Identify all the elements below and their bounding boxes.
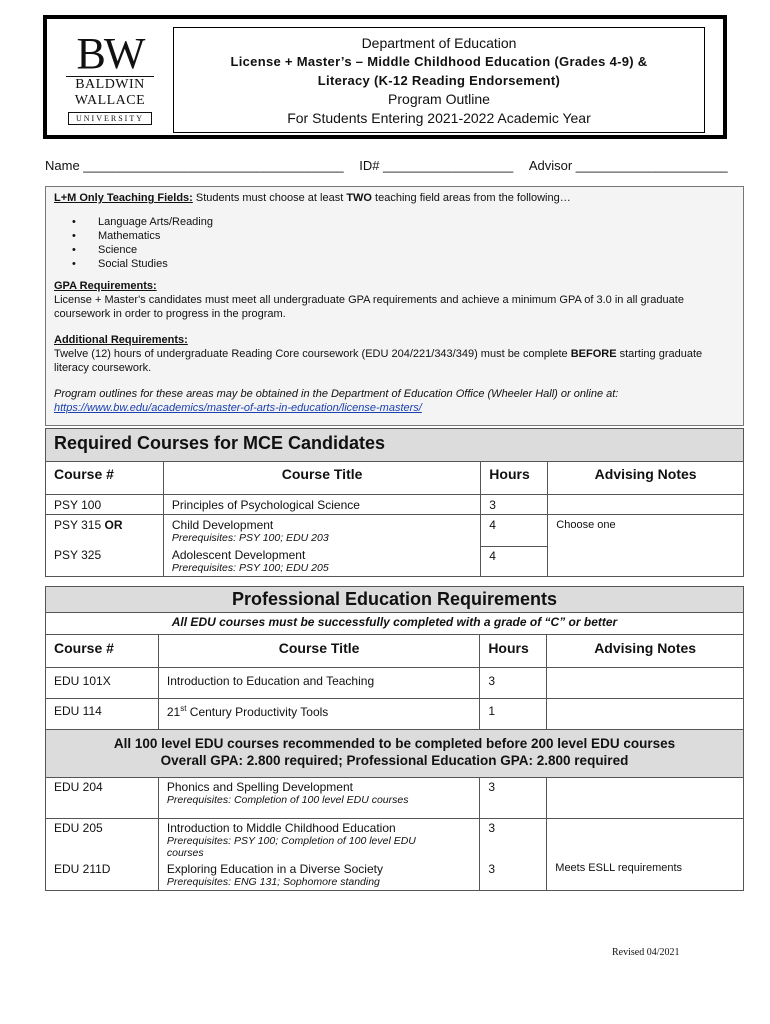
course-title [158,778,479,819]
col-hours: Hours [480,635,547,668]
additional-requirements-text [54,347,735,375]
program-title-line2: Literacy (K-12 Reading Endorsement) [317,73,561,88]
course-number: EDU 114 [46,699,159,730]
advising-note [548,495,744,515]
course-title: Introduction to Education and Teaching [158,668,479,699]
field-science: Science [98,244,138,256]
table-row [46,495,744,515]
bw-logo [60,29,160,126]
advising-note [547,778,744,819]
banner-line2: Overall GPA: 2.800 required; Professional Education GPA: 2.800 required [160,753,629,768]
list-item [72,215,735,229]
field-social-studies: Social Studies [98,258,168,270]
department-title: Department of Education [361,35,517,51]
id-field[interactable]: ID# __________________ [359,158,514,173]
bullet-icon: • [72,244,76,256]
course-title [163,546,480,577]
course-hours: 3 [480,778,547,819]
additional-requirements-label: Additional Requirements: [54,334,188,346]
col-hours: Hours [481,462,548,495]
course-number: PSY 325 [46,546,164,577]
teaching-fields-two: TWO [346,192,372,204]
course-title-text: Introduction to Middle Childhood Education [166,821,396,835]
course-number: EDU 204 [46,778,159,819]
professional-education-table [45,586,744,891]
advising-note [547,819,744,862]
student-info-line [45,158,728,173]
course-title-text: Phonics and Spelling Development [166,780,353,794]
table-row [46,778,744,819]
course-hours: 1 [480,699,547,730]
advising-note [547,699,744,730]
course-title-text: Exploring Education in a Diverse Society [166,862,383,876]
course-hours: 3 [480,668,547,699]
students-entering-label: For Students Entering 2021-2022 Academic Year [287,110,591,126]
title-sup: st [180,704,187,713]
teaching-fields-label: L+M Only Teaching Fields: [54,192,193,204]
course-hours: 3 [480,819,547,862]
table-row [46,515,744,547]
revised-date: Revised 04/2021 [612,947,680,958]
field-language-arts: Language Arts/Reading [98,216,213,228]
advisor-field[interactable]: Advisor _____________________ [528,158,728,173]
name-field[interactable]: Name ____________________________________ [45,158,344,173]
list-item [72,243,735,257]
col-course-title: Course Title [158,635,479,668]
logo-line-wallace: WALLACE [74,93,146,108]
field-mathematics: Mathematics [98,230,161,242]
course-hours: 4 [481,546,548,577]
course-title [163,515,480,547]
course-title-text: Child Development [171,518,274,532]
required-courses-title: Required Courses for MCE Candidates [46,429,744,462]
teaching-fields-paragraph [54,191,735,205]
course-hours: 3 [480,861,547,891]
table-row [46,861,744,891]
list-item [72,229,735,243]
advising-note [547,668,744,699]
col-course-number: Course # [46,462,164,495]
course-number: EDU 205 [46,819,159,862]
course-number: EDU 211D [46,861,159,891]
course-hours: 4 [481,515,548,547]
course-prereq: Prerequisites: PSY 100; EDU 203 [171,532,329,544]
course-title [158,819,479,862]
professional-education-title: Professional Education Requirements [46,587,744,613]
program-outlines-link[interactable]: https://www.bw.edu/academics/master-of-arts-in-education/license-masters/ [54,402,422,414]
teaching-fields-list [72,215,735,271]
requirements-info-box [45,186,744,426]
course-title: Principles of Psychological Science [163,495,480,515]
teaching-fields-text-a: Students must choose at least [192,192,347,204]
course-number [46,515,164,547]
course-title [158,861,479,891]
title-rest: Century Productivity Tools [186,705,329,719]
course-hours: 3 [481,495,548,515]
list-item [72,257,735,271]
additional-before: BEFORE [570,348,617,360]
course-prereq: Prerequisites: Completion of 100 level EDU courses [166,794,409,806]
gpa-requirements-text: License + Master's candidates must meet all undergraduate GPA requirements and achieve a minimum GPA of 3.0 in all graduate coursework in order to progress in the program. [54,294,684,320]
choose-one-note: Choose one [548,515,744,577]
bullet-icon: • [72,230,76,242]
gpa-banner [46,730,744,778]
course-title-text: Adolescent Development [171,548,306,562]
gpa-requirements-label: GPA Requirements: [54,280,157,292]
required-courses-table [45,428,744,577]
col-advising-notes: Advising Notes [547,635,744,668]
title-box [173,27,705,133]
table-row [46,819,744,862]
program-title-line1: License + Master’s – Middle Childhood Education (Grades 4-9) & [230,54,648,69]
course-prereq: Prerequisites: ENG 131; Sophomore standing [166,876,380,888]
logo-line-baldwin: BALDWIN [66,76,154,93]
col-advising-notes: Advising Notes [548,462,744,495]
logo-monogram: BW [76,29,144,78]
teaching-fields-text-b: teaching field areas from the following… [372,192,571,204]
col-course-title: Course Title [163,462,480,495]
additional-text-a: Twelve (12) hours of undergraduate Reading Core coursework (EDU 204/221/343/349) must be complete [54,348,571,360]
course-number-text: PSY 315 [54,518,102,532]
program-outlines-text: Program outlines for these areas may be obtained in the Department of Education Office (Wheeler Hall) or online at: [54,388,619,400]
title-num: 21 [166,705,181,719]
course-number: EDU 101X [46,668,159,699]
or-label: OR [104,518,123,532]
course-number: PSY 100 [46,495,164,515]
course-prereq: Prerequisites: PSY 100; EDU 205 [171,562,329,574]
program-outline-label: Program Outline [388,91,490,107]
additional-text-b: starting graduate literacy coursework. [54,348,703,374]
professional-education-subtitle: All EDU courses must be successfully completed with a grade of “C” or better [46,613,744,635]
advising-note: Meets ESLL requirements [547,861,744,891]
col-course-number: Course # [46,635,159,668]
course-prereq: Prerequisites: PSY 100; Completion of 100 level EDU courses [166,835,416,859]
course-title [158,699,479,730]
bullet-icon: • [72,258,76,270]
bullet-icon: • [72,216,76,228]
table-row [46,699,744,730]
banner-line1: All 100 level EDU courses recommended to be completed before 200 level EDU courses [113,736,676,751]
logo-line-university: UNIVERSITY [68,112,152,125]
table-row [46,668,744,699]
